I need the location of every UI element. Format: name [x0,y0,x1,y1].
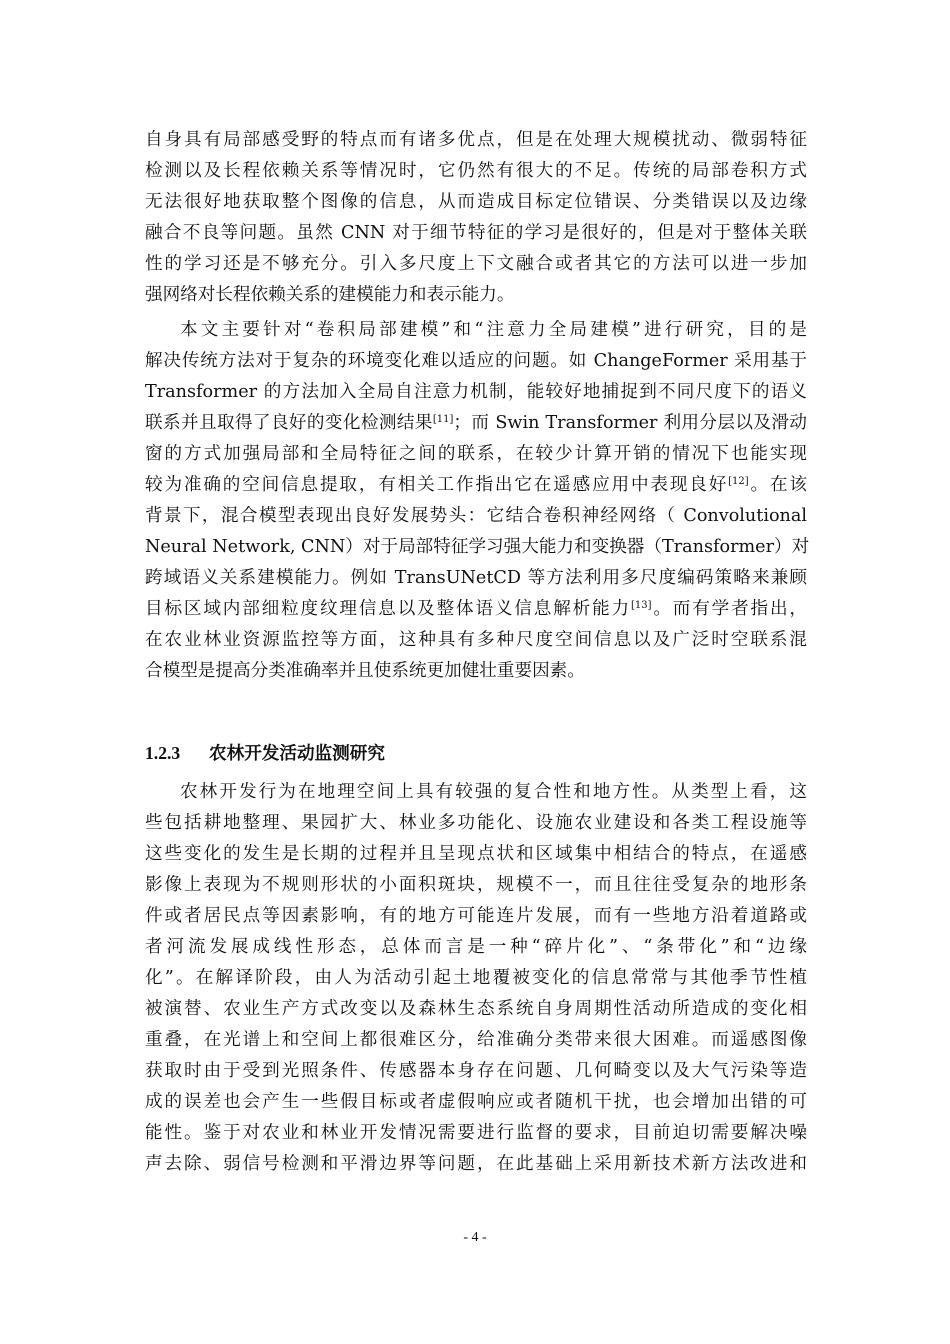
text-line: 重叠，在光谱上和空间上都很难区分，给准确分类带来很大困难。而遥感图像 [145,1030,807,1050]
text-line: 跨域语义关系建模能力。例如 TransUNetCD 等方法利用多尺度编码策略来兼顾 [145,568,807,588]
text-line [145,470,807,500]
text-line: 检测以及长程依赖关系等情况时，它仍然有很大的不足。传统的局部卷积方式 [145,161,807,181]
section-title: 农林开发活动监测研究 [209,743,385,764]
text-line: 化”。在解译阶段，由人为活动引起土地覆被变化的信息常常与其他季节性植 [145,968,807,988]
text-line: 被演替、农业生产方式改变以及森林生态系统自身周期性活动所造成的变化相 [145,999,807,1019]
text-segment: 。在该 [748,475,807,495]
text-segment: 。而有学者指出， [651,599,807,619]
page-number: - 4 - [463,1230,487,1245]
text-segment: 目标区域内部细粒度纹理信息以及整体语义信息解析能力 [145,599,631,619]
citation: [12] [728,476,749,487]
text-line: 成的误差也会产生一些假目标或者虚假响应或者随机干扰，也会增加出错的可 [145,1092,807,1112]
text-line: 背景下，混合模型表现出良好发展势头：它结合卷积神经网络（ Convolutional [145,506,807,526]
section-number: 1.2.3 [145,743,181,763]
text-line: 声去除、弱信号检测和平滑边界等问题，在此基础上采用新技术新方法改进和 [145,1154,807,1174]
text-line: Transformer 的方法加入全局自注意力机制，能较好地捕捉到不同尺度下的语义 [145,382,807,402]
text-line: 件或者居民点等因素影响，有的地方可能连片发展，而有一些地方沿着道路或 [145,906,807,926]
text-segment: 较为准确的空间信息提取，有相关工作指出它在遥感应用中表现良好 [145,475,729,495]
text-line: 合模型是提高分类准确率并且使系统更加健壮重要因素。 [145,661,585,681]
text-line: 农林开发行为在地理空间上具有较强的复合性和地方性。从类型上看，这 [180,782,807,802]
text-line: 解决传统方法对于复杂的环境变化难以适应的问题。如 ChangeFormer 采用基于 [145,351,807,371]
text-line: 窗的方式加强局部和全局特征之间的联系，在较少计算开销的情况下也能实现 [145,444,807,464]
text-line: Neural Network, CNN）对于局部特征学习强大能力和变换器（Transformer）对 [145,537,810,557]
text-segment: 联系并且取得了良好的变化检测结果 [145,413,433,433]
text-line: 本文主要针对“卷积局部建模”和“注意力全局建模”进行研究，目的是 [180,320,807,340]
text-line: 在农业林业资源监控等方面，这种具有多种尺度空间信息以及广泛时空联系混 [145,630,807,650]
text-line: 强网络对长程依赖关系的建模能力和表示能力。 [145,285,515,305]
citation: [13] [630,600,652,611]
text-line: 自身具有局部感受野的特点而有诸多优点，但是在处理大规模扰动、微弱特征 [145,130,807,150]
text-line: 获取时由于受到光照条件、传感器本身存在问题、几何畸变以及大气污染等造 [145,1061,807,1081]
text-line: 融合不良等问题。虽然 CNN 对于细节特征的学习是很好的，但是对于整体关联 [145,223,807,243]
text-line: 能性。鉴于对农业和林业开发情况需要进行监督的要求，目前迫切需要解决噪 [145,1123,807,1143]
text-line: 者河流发展成线性形态，总体而言是一种“碎片化”、“条带化”和“边缘 [145,937,807,957]
text-line: 这些变化的发生是长期的过程并且呈现点状和区域集中相结合的特点，在遥感 [145,844,807,864]
text-line: 性的学习还是不够充分。引入多尺度上下文融合或者其它的方法可以进一步加 [145,254,807,274]
text-line [145,594,807,624]
section-heading [145,738,385,768]
text-line: 些包括耕地整理、果园扩大、林业多功能化、设施农业建设和各类工程设施等 [145,813,807,833]
text-line [145,408,807,438]
text-line: 无法很好地获取整个图像的信息，从而造成目标定位错误、分类错误以及边缘 [145,192,807,212]
citation: [11] [432,414,454,425]
text-line: 影像上表现为不规则形状的小面积斑块，规模不一，而且往往受复杂的地形条 [145,875,807,895]
text-segment: ；而 Swin Transformer 利用分层以及滑动 [453,413,807,433]
